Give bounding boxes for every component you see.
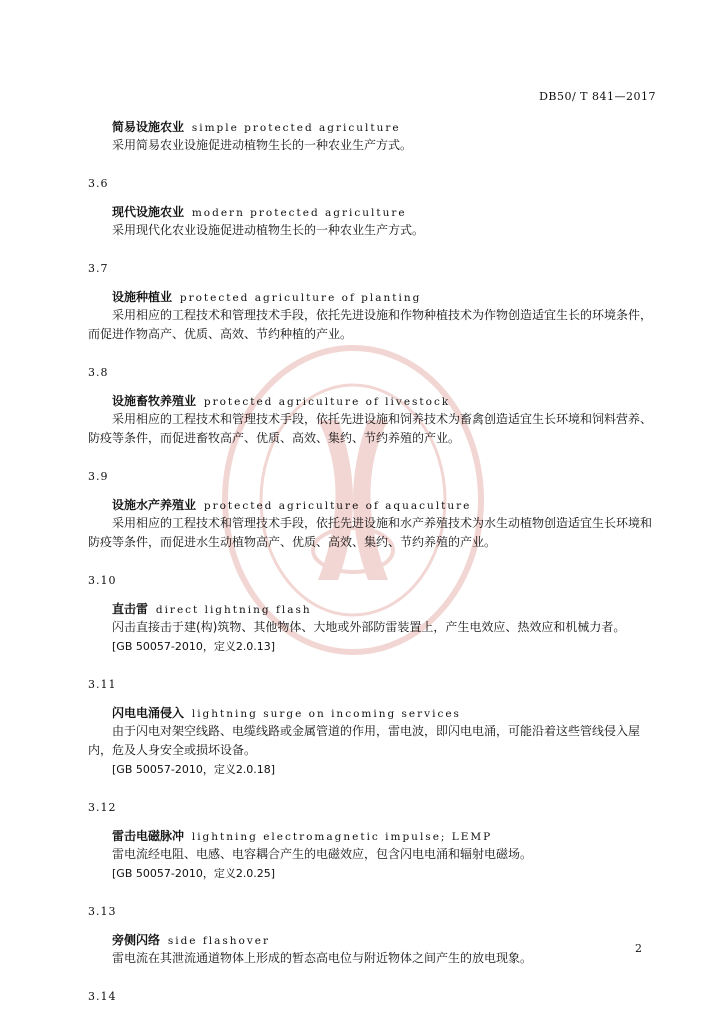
entry-3-6 <box>88 175 658 240</box>
term-reference: [GB 50057-2010，定义2.0.25] <box>112 867 276 880</box>
term-en: protected agriculture of aquaculture <box>203 500 472 512</box>
entry-3-11 <box>88 676 658 779</box>
term-definition: 雷电流经电阻、电感、电容耦合产生的电磁效应，包含闪电电涌和辐射电磁场。 <box>112 847 533 861</box>
term-en: side flashover <box>167 935 271 947</box>
term-heading <box>88 931 658 949</box>
term-heading <box>88 600 658 618</box>
term-heading <box>88 203 658 221</box>
entry-3-13 <box>88 903 658 968</box>
term-heading <box>88 704 658 722</box>
entry-number: 3.7 <box>88 262 109 275</box>
term-en: protected agriculture of livestock <box>203 396 451 408</box>
entry-number: 3.8 <box>88 366 109 379</box>
term-heading <box>88 496 658 514</box>
term-heading <box>88 118 658 136</box>
term-zh: 直击雷 <box>112 602 149 616</box>
entry-number: 3.13 <box>88 905 117 918</box>
term-definition: 采用相应的工程技术和管理技术手段，依托先进设施和饲养技术为畜禽创造适宜生长环境和饲料营养、防疫等条件，而促进畜牧高产、优质、高效、集约、节约养殖的产业。 <box>88 412 653 445</box>
term-en: direct lightning flash <box>155 604 312 616</box>
term-en: lightning electromagnetic impulse; LEMP <box>191 831 493 843</box>
term-definition: 闪击直接击于建(构)筑物、其他物体、大地或外部防雷装置上，产生电效应、热效应和机械力者。 <box>112 620 626 634</box>
term-zh: 旁侧闪络 <box>112 933 161 947</box>
term-zh: 简易设施农业 <box>112 120 185 134</box>
term-heading <box>88 392 658 410</box>
term-reference: [GB 50057-2010，定义2.0.18] <box>112 763 276 776</box>
entry-3-12 <box>88 799 658 883</box>
entry-number: 3.14 <box>88 990 117 1003</box>
entry-number: 3.12 <box>88 801 117 814</box>
term-definition: 采用现代化农业设施促进动植物生长的一种农业生产方式。 <box>112 223 425 237</box>
term-zh: 设施水产养殖业 <box>112 498 197 512</box>
term-en: simple protected agriculture <box>191 122 401 134</box>
term-zh: 雷击电磁脉冲 <box>112 829 185 843</box>
term-heading <box>88 827 658 845</box>
term-block-simple <box>88 118 658 155</box>
term-zh: 闪电电涌侵入 <box>112 706 185 720</box>
entry-number: 3.11 <box>88 678 117 691</box>
page-number: 2 <box>635 942 642 955</box>
term-zh: 现代设施农业 <box>112 205 185 219</box>
term-zh: 设施种植业 <box>112 290 173 304</box>
term-definition: 由于闪电对架空线路、电缆线路或金属管道的作用，雷电波，即闪电电涌，可能沿着这些管线侵入屋内，危及人身安全或损坏设备。 <box>88 724 641 757</box>
term-en: protected agriculture of planting <box>179 292 422 304</box>
term-en: lightning surge on incoming services <box>191 708 461 720</box>
document-code: DB50/ T 841—2017 <box>539 90 656 103</box>
term-definition: 采用简易农业设施促进动植物生长的一种农业生产方式。 <box>112 138 413 152</box>
entry-3-10 <box>88 572 658 656</box>
entry-number: 3.10 <box>88 574 117 587</box>
term-definition: 雷电流在其泄流通道物体上形成的暂态高电位与附近物体之间产生的放电现象。 <box>112 951 533 965</box>
term-reference: [GB 50057-2010，定义2.0.13] <box>112 640 276 653</box>
entry-number: 3.6 <box>88 177 109 190</box>
entry-3-8 <box>88 364 658 448</box>
term-definition: 采用相应的工程技术和管理技术手段，依托先进设施和水产养殖技术为水生动植物创造适宜生长环境和防疫等条件，而促进水生动植物高产、优质、高效、集约、节约养殖的产业。 <box>88 516 653 549</box>
term-definition: 采用相应的工程技术和管理技术手段，依托先进设施和作物种植技术为作物创造适宜生长的环境条件，而促进作物高产、优质、高效、节约种植的产业。 <box>88 308 653 341</box>
term-zh: 设施畜牧养殖业 <box>112 394 197 408</box>
entry-number: 3.9 <box>88 470 109 483</box>
entry-3-7 <box>88 260 658 344</box>
entry-3-9 <box>88 468 658 552</box>
document-body <box>88 118 658 1016</box>
term-en: modern protected agriculture <box>191 207 407 219</box>
term-heading <box>88 288 658 306</box>
